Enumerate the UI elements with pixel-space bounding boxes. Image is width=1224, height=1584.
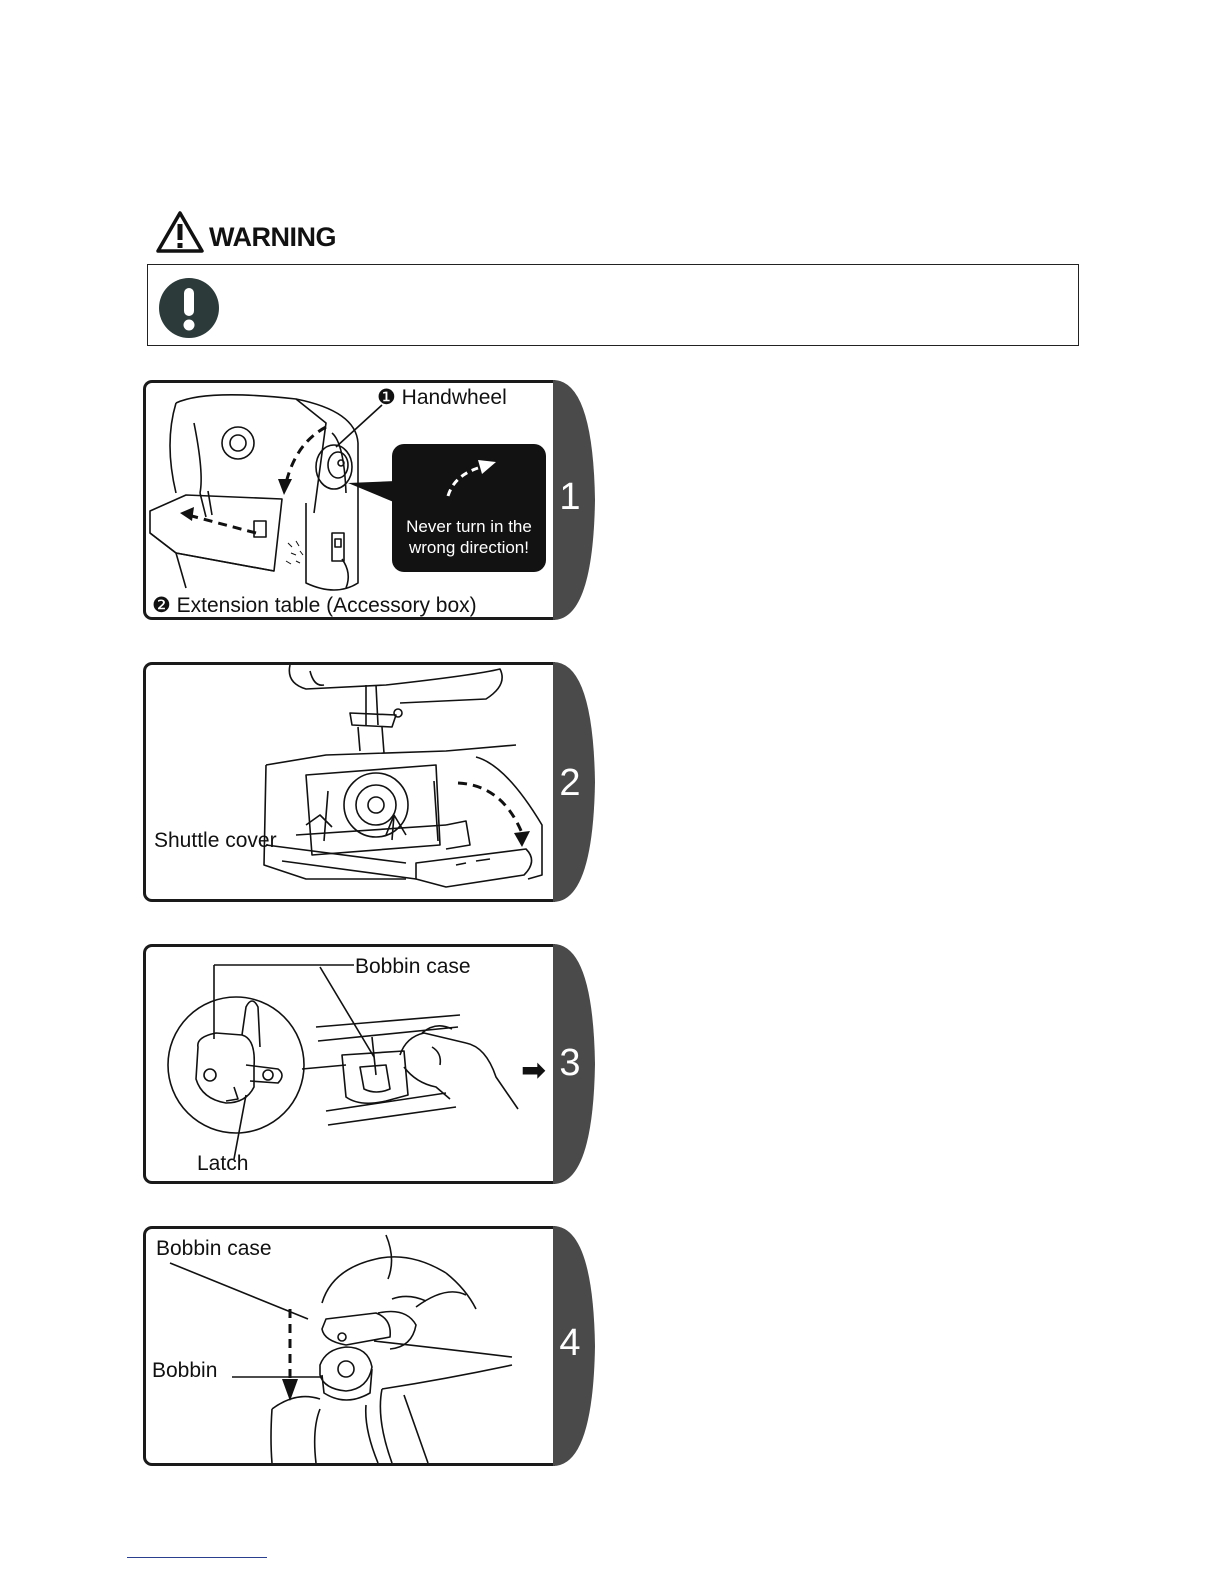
exclamation-icon: [158, 277, 220, 339]
extension-table-label: ❷ Extension table (Accessory box): [152, 594, 477, 617]
handwheel-label: ❶ Handwheel: [377, 386, 507, 409]
bobbin-case-removal-illustration: [146, 947, 552, 1181]
step-2-panel: [143, 662, 555, 902]
step-1-panel: [143, 380, 555, 620]
step-number: 1: [559, 476, 581, 518]
right-arrow-icon: ➡: [521, 1054, 547, 1087]
warning-title: WARNING: [209, 221, 336, 252]
dashed-arrow-icon: [392, 444, 546, 514]
step-4: [141, 1226, 601, 1474]
step-3: [141, 944, 601, 1192]
latch-label: Latch: [197, 1152, 249, 1175]
shuttle-cover-label: Shuttle cover: [154, 829, 277, 852]
warning-heading: [155, 208, 336, 256]
step-number: 3: [559, 1042, 581, 1084]
bobbin-label: Bobbin: [152, 1359, 218, 1382]
bobbin-case-label: Bobbin case: [355, 955, 471, 978]
wrong-direction-callout: [392, 444, 546, 572]
step-4-panel: [143, 1226, 555, 1466]
footer-link-rule: [127, 1557, 267, 1558]
step-number: 4: [559, 1322, 581, 1364]
bobbin-removal-illustration: [146, 1229, 552, 1463]
warning-triangle-icon: [155, 209, 205, 255]
step-1: [141, 380, 601, 628]
warning-box: [147, 264, 1079, 346]
bobbin-case-label: Bobbin case: [156, 1237, 272, 1260]
shuttle-cover-illustration: [146, 665, 552, 899]
callout-text: Never turn in the wrong direction!: [406, 517, 532, 557]
step-2: [141, 662, 601, 910]
step-number: 2: [559, 762, 581, 804]
step-3-panel: [143, 944, 555, 1184]
